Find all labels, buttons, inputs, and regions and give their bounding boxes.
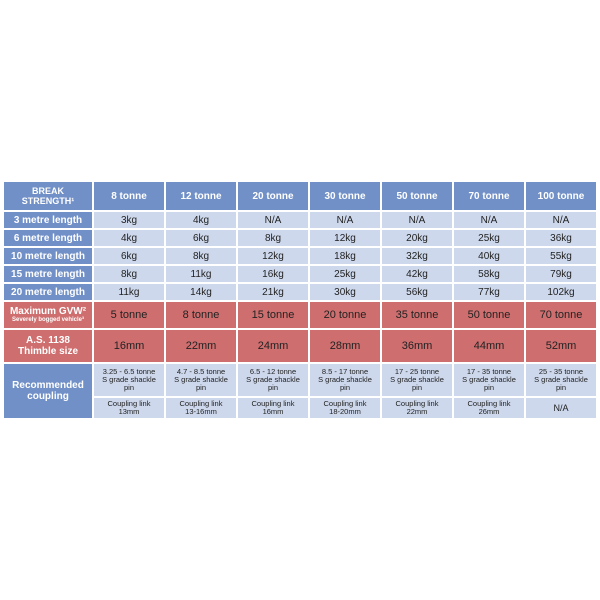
coupling-label bbox=[4, 364, 92, 418]
weight-cell: 55kg bbox=[526, 248, 596, 264]
row-label: 15 metre length bbox=[4, 266, 92, 282]
shackle-range: 8.5 - 17 tonne bbox=[321, 366, 369, 376]
row-label: 20 metre length bbox=[4, 284, 92, 300]
shackle-pin: pin bbox=[123, 382, 134, 392]
shackle-range: 6.5 - 12 tonne bbox=[249, 366, 297, 376]
coupling-link-cell bbox=[526, 398, 596, 418]
weight-cell: 36kg bbox=[526, 230, 596, 246]
gvw-label-main: Maximum GVW² bbox=[9, 306, 87, 317]
weight-cell: 4kg bbox=[94, 230, 164, 246]
gvw-cell: 20 tonne bbox=[310, 302, 380, 328]
weight-cell: 18kg bbox=[310, 248, 380, 264]
coupling-link-row bbox=[4, 398, 596, 418]
coupling-label-line2: coupling bbox=[27, 391, 69, 402]
column-header-5: 50 tonne bbox=[382, 182, 452, 210]
thimble-cell: 44mm bbox=[454, 330, 524, 362]
coupling-link-na: N/A bbox=[553, 402, 569, 413]
coupling-link-size: 26mm bbox=[478, 406, 500, 416]
weight-cell: 79kg bbox=[526, 266, 596, 282]
coupling-link-size: 22mm bbox=[406, 406, 428, 416]
weight-cell: 6kg bbox=[166, 230, 236, 246]
weight-cell: 12kg bbox=[310, 230, 380, 246]
shackle-cell bbox=[166, 364, 236, 396]
break-strength-header bbox=[4, 182, 92, 210]
specification-table bbox=[2, 180, 598, 420]
row-label: 10 metre length bbox=[4, 248, 92, 264]
table-body bbox=[4, 182, 596, 418]
weight-cell: 32kg bbox=[382, 248, 452, 264]
weight-cell: 8kg bbox=[238, 230, 308, 246]
coupling-link-cell bbox=[238, 398, 308, 418]
shackle-cell bbox=[454, 364, 524, 396]
table-row bbox=[4, 230, 596, 246]
weight-cell: 8kg bbox=[166, 248, 236, 264]
weight-cell: N/A bbox=[454, 212, 524, 228]
thimble-cell: 28mm bbox=[310, 330, 380, 362]
shackle-pin: pin bbox=[555, 382, 566, 392]
thimble-label bbox=[4, 330, 92, 362]
gvw-cell: 35 tonne bbox=[382, 302, 452, 328]
gvw-cell: 5 tonne bbox=[94, 302, 164, 328]
column-header-3: 20 tonne bbox=[238, 182, 308, 210]
coupling-link-label: Coupling link bbox=[395, 398, 439, 408]
gvw-label bbox=[4, 302, 92, 328]
weight-cell: 25kg bbox=[454, 230, 524, 246]
weight-cell: 25kg bbox=[310, 266, 380, 282]
gvw-row bbox=[4, 302, 596, 328]
column-header-2: 12 tonne bbox=[166, 182, 236, 210]
weight-cell: 20kg bbox=[382, 230, 452, 246]
shackle-grade: S grade shackle bbox=[318, 374, 372, 384]
weight-cell: 4kg bbox=[166, 212, 236, 228]
column-header-6: 70 tonne bbox=[454, 182, 524, 210]
weight-cell: 42kg bbox=[382, 266, 452, 282]
shackle-grade: S grade shackle bbox=[246, 374, 300, 384]
weight-cell: 11kg bbox=[94, 284, 164, 300]
shackle-pin: pin bbox=[411, 382, 422, 392]
weight-cell: N/A bbox=[310, 212, 380, 228]
gvw-cell: 15 tonne bbox=[238, 302, 308, 328]
weight-cell: N/A bbox=[526, 212, 596, 228]
thimble-cell: 52mm bbox=[526, 330, 596, 362]
thimble-cell: 22mm bbox=[166, 330, 236, 362]
weight-cell: 77kg bbox=[454, 284, 524, 300]
shackle-cell bbox=[94, 364, 164, 396]
thimble-label-line2: Thimble size bbox=[17, 346, 78, 357]
shackle-cell bbox=[526, 364, 596, 396]
shackle-pin: pin bbox=[195, 382, 206, 392]
shackle-grade: S grade shackle bbox=[174, 374, 228, 384]
weight-cell: 21kg bbox=[238, 284, 308, 300]
shackle-pin: pin bbox=[267, 382, 278, 392]
shackle-range: 4.7 - 8.5 tonne bbox=[176, 366, 226, 376]
weight-cell: 14kg bbox=[166, 284, 236, 300]
weight-cell: 3kg bbox=[94, 212, 164, 228]
weight-cell: 40kg bbox=[454, 248, 524, 264]
gvw-label-sub: Severely bogged vehicle³ bbox=[11, 317, 85, 323]
coupling-link-label: Coupling link bbox=[107, 398, 151, 408]
coupling-link-size: 18-20mm bbox=[329, 406, 361, 416]
table-row bbox=[4, 266, 596, 282]
row-label: 6 metre length bbox=[4, 230, 92, 246]
shackle-cell bbox=[382, 364, 452, 396]
weight-cell: N/A bbox=[238, 212, 308, 228]
column-header-1: 8 tonne bbox=[94, 182, 164, 210]
coupling-label-line1: Recommended bbox=[12, 380, 84, 391]
shackle-grade: S grade shackle bbox=[534, 374, 588, 384]
gvw-cell: 50 tonne bbox=[454, 302, 524, 328]
weight-cell: 12kg bbox=[238, 248, 308, 264]
row-label: 3 metre length bbox=[4, 212, 92, 228]
weight-cell: 11kg bbox=[166, 266, 236, 282]
weight-cell: 6kg bbox=[94, 248, 164, 264]
thimble-cell: 36mm bbox=[382, 330, 452, 362]
coupling-shackle-row bbox=[4, 364, 596, 396]
shackle-pin: pin bbox=[483, 382, 494, 392]
coupling-link-label: Coupling link bbox=[251, 398, 295, 408]
shackle-range: 17 - 25 tonne bbox=[394, 366, 440, 376]
coupling-link-cell bbox=[94, 398, 164, 418]
coupling-link-cell bbox=[454, 398, 524, 418]
coupling-link-size: 13mm bbox=[118, 406, 140, 416]
shackle-range: 3.25 - 6.5 tonne bbox=[102, 366, 156, 376]
header-row bbox=[4, 182, 596, 210]
weight-cell: 102kg bbox=[526, 284, 596, 300]
thimble-cell: 16mm bbox=[94, 330, 164, 362]
shackle-cell bbox=[238, 364, 308, 396]
weight-cell: 16kg bbox=[238, 266, 308, 282]
shackle-range: 17 - 35 tonne bbox=[466, 366, 512, 376]
coupling-link-cell bbox=[310, 398, 380, 418]
weight-cell: 56kg bbox=[382, 284, 452, 300]
weight-cell: N/A bbox=[382, 212, 452, 228]
weight-cell: 30kg bbox=[310, 284, 380, 300]
shackle-pin: pin bbox=[339, 382, 350, 392]
column-header-4: 30 tonne bbox=[310, 182, 380, 210]
table-row bbox=[4, 248, 596, 264]
thimble-label-line1: A.S. 1138 bbox=[26, 335, 70, 346]
shackle-grade: S grade shackle bbox=[390, 374, 444, 384]
gvw-cell: 70 tonne bbox=[526, 302, 596, 328]
weight-cell: 8kg bbox=[94, 266, 164, 282]
column-header-7: 100 tonne bbox=[526, 182, 596, 210]
coupling-link-label: Coupling link bbox=[179, 398, 223, 408]
table-row bbox=[4, 212, 596, 228]
coupling-link-cell bbox=[382, 398, 452, 418]
thimble-row bbox=[4, 330, 596, 362]
coupling-link-size: 13-16mm bbox=[185, 406, 217, 416]
coupling-link-cell bbox=[166, 398, 236, 418]
shackle-grade: S grade shackle bbox=[102, 374, 156, 384]
coupling-link-label: Coupling link bbox=[467, 398, 511, 408]
shackle-cell bbox=[310, 364, 380, 396]
coupling-link-size: 16mm bbox=[262, 406, 284, 416]
weight-cell: 58kg bbox=[454, 266, 524, 282]
shackle-range: 25 - 35 tonne bbox=[538, 366, 584, 376]
thimble-cell: 24mm bbox=[238, 330, 308, 362]
gvw-cell: 8 tonne bbox=[166, 302, 236, 328]
shackle-grade: S grade shackle bbox=[462, 374, 516, 384]
coupling-link-label: Coupling link bbox=[323, 398, 367, 408]
table-row bbox=[4, 284, 596, 300]
break-strength-line2: STRENGTH¹ bbox=[21, 196, 75, 206]
break-strength-line1: BREAK bbox=[31, 186, 64, 196]
